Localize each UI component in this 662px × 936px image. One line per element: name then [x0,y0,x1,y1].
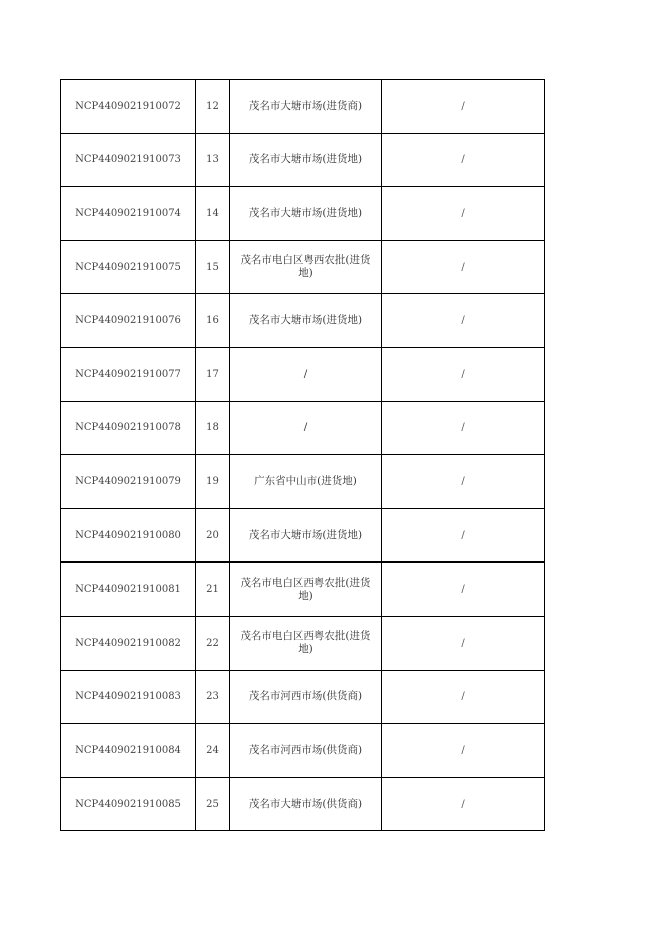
table-row [61,724,545,778]
sequence-number-cell: 21 [196,562,230,616]
sample-table [60,79,545,831]
table-row [61,455,545,509]
sample-code-cell: NCP4409021910072 [61,80,196,134]
sequence-number-cell: 12 [196,80,230,134]
sample-code-cell: NCP4409021910075 [61,240,196,294]
sequence-number-cell: 15 [196,240,230,294]
sample-code-cell: NCP4409021910076 [61,294,196,348]
sequence-number-cell: 23 [196,670,230,724]
source-location-cell: 茂名市电白区粤西农批(进货地) [230,240,382,294]
table-row [61,294,545,348]
sample-code-cell: NCP4409021910074 [61,187,196,241]
remark-cell: / [382,240,545,294]
remark-cell: / [382,562,545,616]
remark-cell: / [382,347,545,401]
table-row [61,133,545,187]
source-location-cell: 茂名市大塘市场(供货商) [230,777,382,831]
sample-code-cell: NCP4409021910085 [61,777,196,831]
table-row [61,616,545,670]
sample-code-cell: NCP4409021910073 [61,133,196,187]
sequence-number-cell: 18 [196,401,230,455]
sample-code-cell: NCP4409021910081 [61,562,196,616]
sequence-number-cell: 14 [196,187,230,241]
remark-cell: / [382,670,545,724]
source-location-cell: 茂名市电白区西粤农批(进货地) [230,616,382,670]
source-location-cell: / [230,347,382,401]
source-location-cell: 茂名市河西市场(供货商) [230,670,382,724]
sequence-number-cell: 13 [196,133,230,187]
sample-code-cell: NCP4409021910077 [61,347,196,401]
table-row [61,240,545,294]
remark-cell: / [382,455,545,509]
table-row [61,562,545,616]
sequence-number-cell: 24 [196,724,230,778]
table-row [61,401,545,455]
sample-code-cell: NCP4409021910080 [61,508,196,562]
remark-cell: / [382,724,545,778]
remark-cell: / [382,508,545,562]
source-location-cell: 茂名市电白区西粤农批(进货地) [230,562,382,616]
remark-cell: / [382,133,545,187]
remark-cell: / [382,294,545,348]
source-location-cell: 茂名市大塘市场(进货地) [230,187,382,241]
table-row [61,80,545,134]
sequence-number-cell: 19 [196,455,230,509]
source-location-cell: 广东省中山市(进货地) [230,455,382,509]
table-row [61,670,545,724]
source-location-cell: 茂名市大塘市场(进货地) [230,133,382,187]
remark-cell: / [382,187,545,241]
sample-code-cell: NCP4409021910083 [61,670,196,724]
sequence-number-cell: 25 [196,777,230,831]
sequence-number-cell: 17 [196,347,230,401]
remark-cell: / [382,616,545,670]
sample-code-cell: NCP4409021910079 [61,455,196,509]
remark-cell: / [382,401,545,455]
remark-cell: / [382,777,545,831]
sequence-number-cell: 22 [196,616,230,670]
sample-code-cell: NCP4409021910082 [61,616,196,670]
source-location-cell: 茂名市大塘市场(进货商) [230,80,382,134]
source-location-cell: 茂名市大塘市场(进货地) [230,508,382,562]
table-row [61,187,545,241]
sequence-number-cell: 16 [196,294,230,348]
table-row [61,777,545,831]
sample-code-cell: NCP4409021910084 [61,724,196,778]
source-location-cell: / [230,401,382,455]
remark-cell: / [382,80,545,134]
table-row [61,347,545,401]
sample-code-cell: NCP4409021910078 [61,401,196,455]
source-location-cell: 茂名市大塘市场(进货地) [230,294,382,348]
sequence-number-cell: 20 [196,508,230,562]
source-location-cell: 茂名市河西市场(供货商) [230,724,382,778]
table-row [61,508,545,562]
